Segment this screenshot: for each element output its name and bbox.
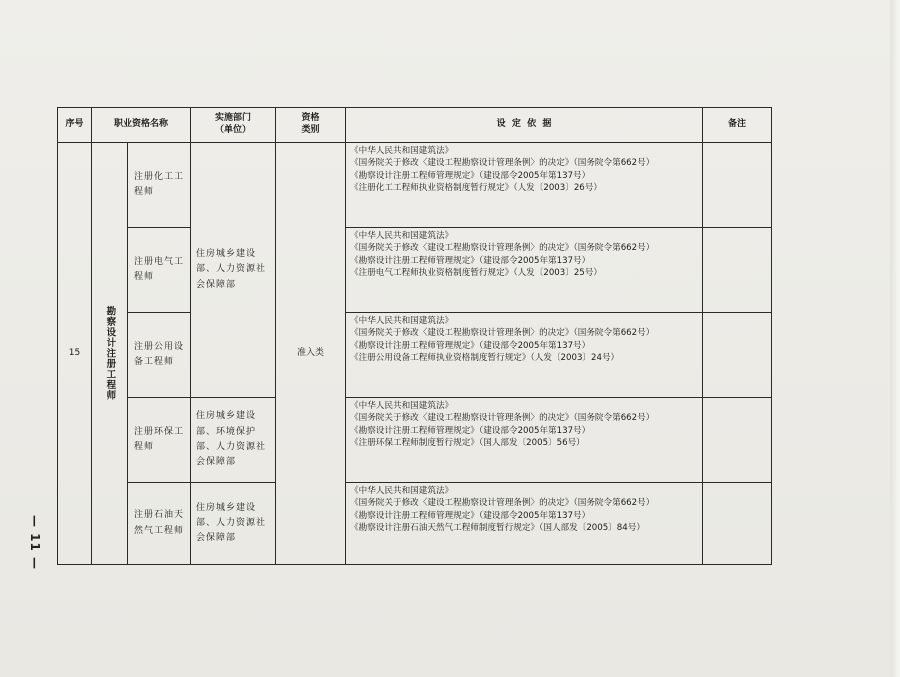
page-number: — 11 — xyxy=(28,515,42,571)
basis-line: 《勘察设计注册石油天然气工程师制度暂行规定》（国人部发〔2005〕84号） xyxy=(350,523,645,534)
header-category: 资格 类别 xyxy=(276,108,346,143)
basis-line: 《勘察设计注册工程师管理规定》（建设部令2005年第137号） xyxy=(350,340,591,351)
note-cell xyxy=(703,313,772,398)
note-cell xyxy=(703,483,772,565)
basis-line: 《国务院关于修改〈建设工程勘察设计管理条例〉的决定》（国务院令第662号） xyxy=(350,328,655,339)
qualification-name: 注册石油天然气工程师 xyxy=(128,483,191,565)
basis-line: 《国务院关于修改〈建设工程勘察设计管理条例〉的决定》（国务院令第662号） xyxy=(350,413,655,424)
basis-cell xyxy=(346,483,703,565)
basis-line: 《国务院关于修改〈建设工程勘察设计管理条例〉的决定》（国务院令第662号） xyxy=(350,158,655,169)
basis-line: 《勘察设计注册工程师管理规定》（建设部令2005年第137号） xyxy=(350,170,591,181)
category-value: 准入类 xyxy=(276,143,346,565)
table-row xyxy=(58,228,772,313)
basis-line: 《勘察设计注册工程师管理规定》（建设部令2005年第137号） xyxy=(350,510,591,521)
qualification-table xyxy=(57,107,772,565)
header-department: 实施部门 （单位） xyxy=(191,108,276,143)
table-row xyxy=(58,313,772,398)
table-row xyxy=(58,143,772,228)
basis-line: 《注册环保工程师制度暂行规定》（国人部发〔2005〕56号） xyxy=(350,438,585,449)
department: 住房城乡建设部、人力资源社会保障部 xyxy=(191,483,276,565)
basis-cell xyxy=(346,143,703,228)
basis-line: 《注册化工工程师执业资格制度暂行规定》（人发〔2003〕26号） xyxy=(350,183,602,194)
group-name: 勘察设计注册工程师 xyxy=(104,306,116,401)
basis-line: 《国务院关于修改〈建设工程勘察设计管理条例〉的决定》（国务院令第662号） xyxy=(350,243,655,254)
table-header-row xyxy=(58,108,772,143)
basis-line: 《中华人民共和国建筑法》 xyxy=(350,486,454,496)
header-basis: 设 定 依 据 xyxy=(346,108,703,143)
basis-line: 《中华人民共和国建筑法》 xyxy=(350,401,454,411)
basis-line: 《国务院关于修改〈建设工程勘察设计管理条例〉的决定》（国务院令第662号） xyxy=(350,498,655,509)
note-cell xyxy=(703,228,772,313)
table-row xyxy=(58,398,772,483)
basis-line: 《中华人民共和国建筑法》 xyxy=(350,146,454,156)
qualification-name: 注册化工工程师 xyxy=(128,143,191,228)
basis-cell xyxy=(346,313,703,398)
basis-line: 《注册公用设备工程师执业资格制度暂行规定》（人发〔2003〕24号） xyxy=(350,353,620,364)
note-cell xyxy=(703,143,772,228)
basis-line: 《勘察设计注册工程师管理规定》（建设部令2005年第137号） xyxy=(350,425,591,436)
qualification-name: 注册环保工程师 xyxy=(128,398,191,483)
scan-edge xyxy=(890,0,900,677)
basis-cell xyxy=(346,228,703,313)
basis-line: 《注册电气工程师执业资格制度暂行规定》（人发〔2003〕25号） xyxy=(350,268,602,279)
basis-cell xyxy=(346,398,703,483)
basis-line: 《中华人民共和国建筑法》 xyxy=(350,316,454,326)
department: 住房城乡建设部、环境保护部、人力资源社会保障部 xyxy=(191,398,276,483)
basis-line: 《中华人民共和国建筑法》 xyxy=(350,231,454,241)
table-row xyxy=(58,483,772,565)
header-qualification-name: 职业资格名称 xyxy=(92,108,191,143)
department: 住房城乡建设部、人力资源社会保障部 xyxy=(191,143,276,398)
serial-number: 15 xyxy=(58,143,92,565)
qualification-name: 注册公用设备工程师 xyxy=(128,313,191,398)
qualification-name: 注册电气工程师 xyxy=(128,228,191,313)
group-name-cell xyxy=(92,143,128,565)
header-note: 备注 xyxy=(703,108,772,143)
header-no: 序号 xyxy=(58,108,92,143)
note-cell xyxy=(703,398,772,483)
basis-line: 《勘察设计注册工程师管理规定》（建设部令2005年第137号） xyxy=(350,255,591,266)
